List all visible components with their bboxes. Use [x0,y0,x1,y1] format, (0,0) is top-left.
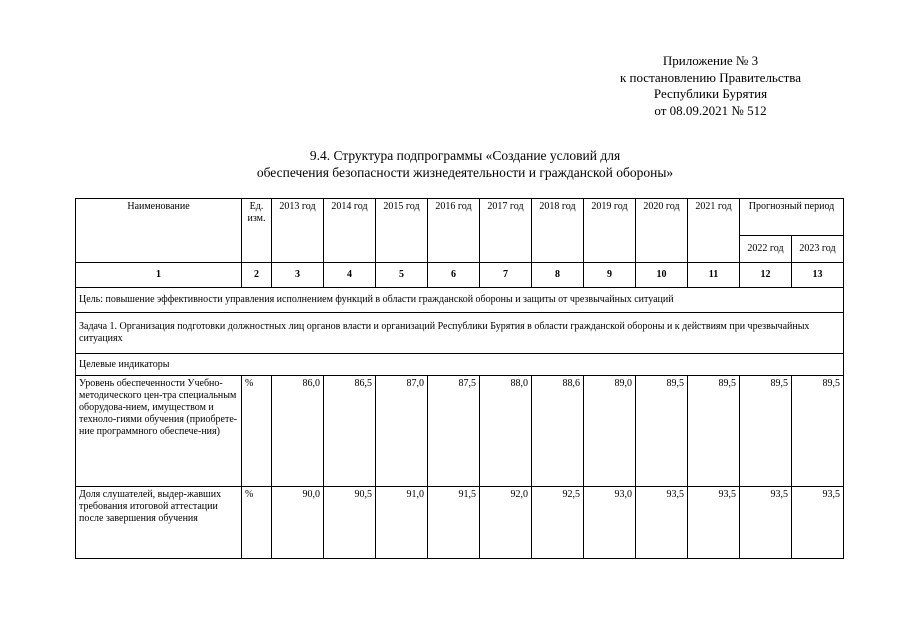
column-number: 3 [272,263,324,288]
value-cell: 89,5 [688,376,740,487]
appendix-header [588,53,833,119]
value-cell: 93,5 [688,487,740,559]
value-cell: 92,5 [532,487,584,559]
value-cell: 93,5 [740,487,792,559]
header-year: 2021 год [688,199,740,263]
indicator-name: Уровень обеспеченности Учебно-методического цен-тра специальным оборудова-нием, имуществом и техноло-гиями обучения (приобрете-ние программного обеспече-ния) [76,376,242,487]
appendix-line: от 08.09.2021 № 512 [654,102,767,118]
column-number: 7 [480,263,532,288]
value-cell: 91,5 [428,487,480,559]
value-cell: 93,5 [792,487,844,559]
column-number: 1 [76,263,242,288]
column-number: 12 [740,263,792,288]
header-forecast: Прогнозный период [740,199,844,236]
column-number: 13 [792,263,844,288]
indicator-unit: % [242,487,272,559]
column-number: 6 [428,263,480,288]
indicators-table [75,198,844,559]
header-year: 2018 год [532,199,584,263]
table-row [76,376,844,487]
header-unit: Ед. изм. [242,199,272,263]
header-forecast-year: 2022 год [740,236,792,263]
appendix-line: Республики Бурятия [653,86,768,101]
title-line: 9.4. Структура подпрограммы «Создание условий для [309,148,621,163]
header-year: 2015 год [376,199,428,263]
value-cell: 86,5 [324,376,376,487]
document-title [205,147,725,181]
header-name: Наименование [76,199,242,263]
indicator-name: Доля слушателей, выдер-жавших требования итоговой аттестации после завершения обучения [76,487,242,559]
value-cell: 93,0 [584,487,636,559]
header-year: 2013 год [272,199,324,263]
header-year: 2019 год [584,199,636,263]
task-row: Задача 1. Организация подготовки должностных лиц органов власти и организаций Республики Бурятия в области гражданской обороны и к действиям при чрезвычайных ситуациях [76,313,844,354]
column-number: 4 [324,263,376,288]
header-year: 2017 год [480,199,532,263]
column-number: 11 [688,263,740,288]
title-line: обеспечения безопасности жизнедеятельности и гражданской обороны» [256,165,674,180]
value-cell: 88,6 [532,376,584,487]
value-cell: 87,0 [376,376,428,487]
appendix-line: к постановлению Правительства [619,69,802,85]
value-cell: 92,0 [480,487,532,559]
header-year: 2014 год [324,199,376,263]
value-cell: 89,5 [636,376,688,487]
value-cell: 91,0 [376,487,428,559]
table-row [76,487,844,559]
value-cell: 93,5 [636,487,688,559]
value-cell: 89,5 [792,376,844,487]
goal-row: Цель: повышение эффективности управления исполнением функций в области гражданской обороны и защиты от чрезвычайных ситуаций [76,288,844,313]
indicators-heading: Целевые индикаторы [76,354,844,376]
header-year: 2020 год [636,199,688,263]
value-cell: 90,0 [272,487,324,559]
column-number: 8 [532,263,584,288]
value-cell: 88,0 [480,376,532,487]
header-forecast-year: 2023 год [792,236,844,263]
value-cell: 90,5 [324,487,376,559]
appendix-line: Приложение № 3 [662,53,759,68]
value-cell: 89,5 [740,376,792,487]
indicator-unit: % [242,376,272,487]
value-cell: 86,0 [272,376,324,487]
column-number: 2 [242,263,272,288]
value-cell: 89,0 [584,376,636,487]
column-number: 10 [636,263,688,288]
header-year: 2016 год [428,199,480,263]
value-cell: 87,5 [428,376,480,487]
column-number: 5 [376,263,428,288]
column-number: 9 [584,263,636,288]
